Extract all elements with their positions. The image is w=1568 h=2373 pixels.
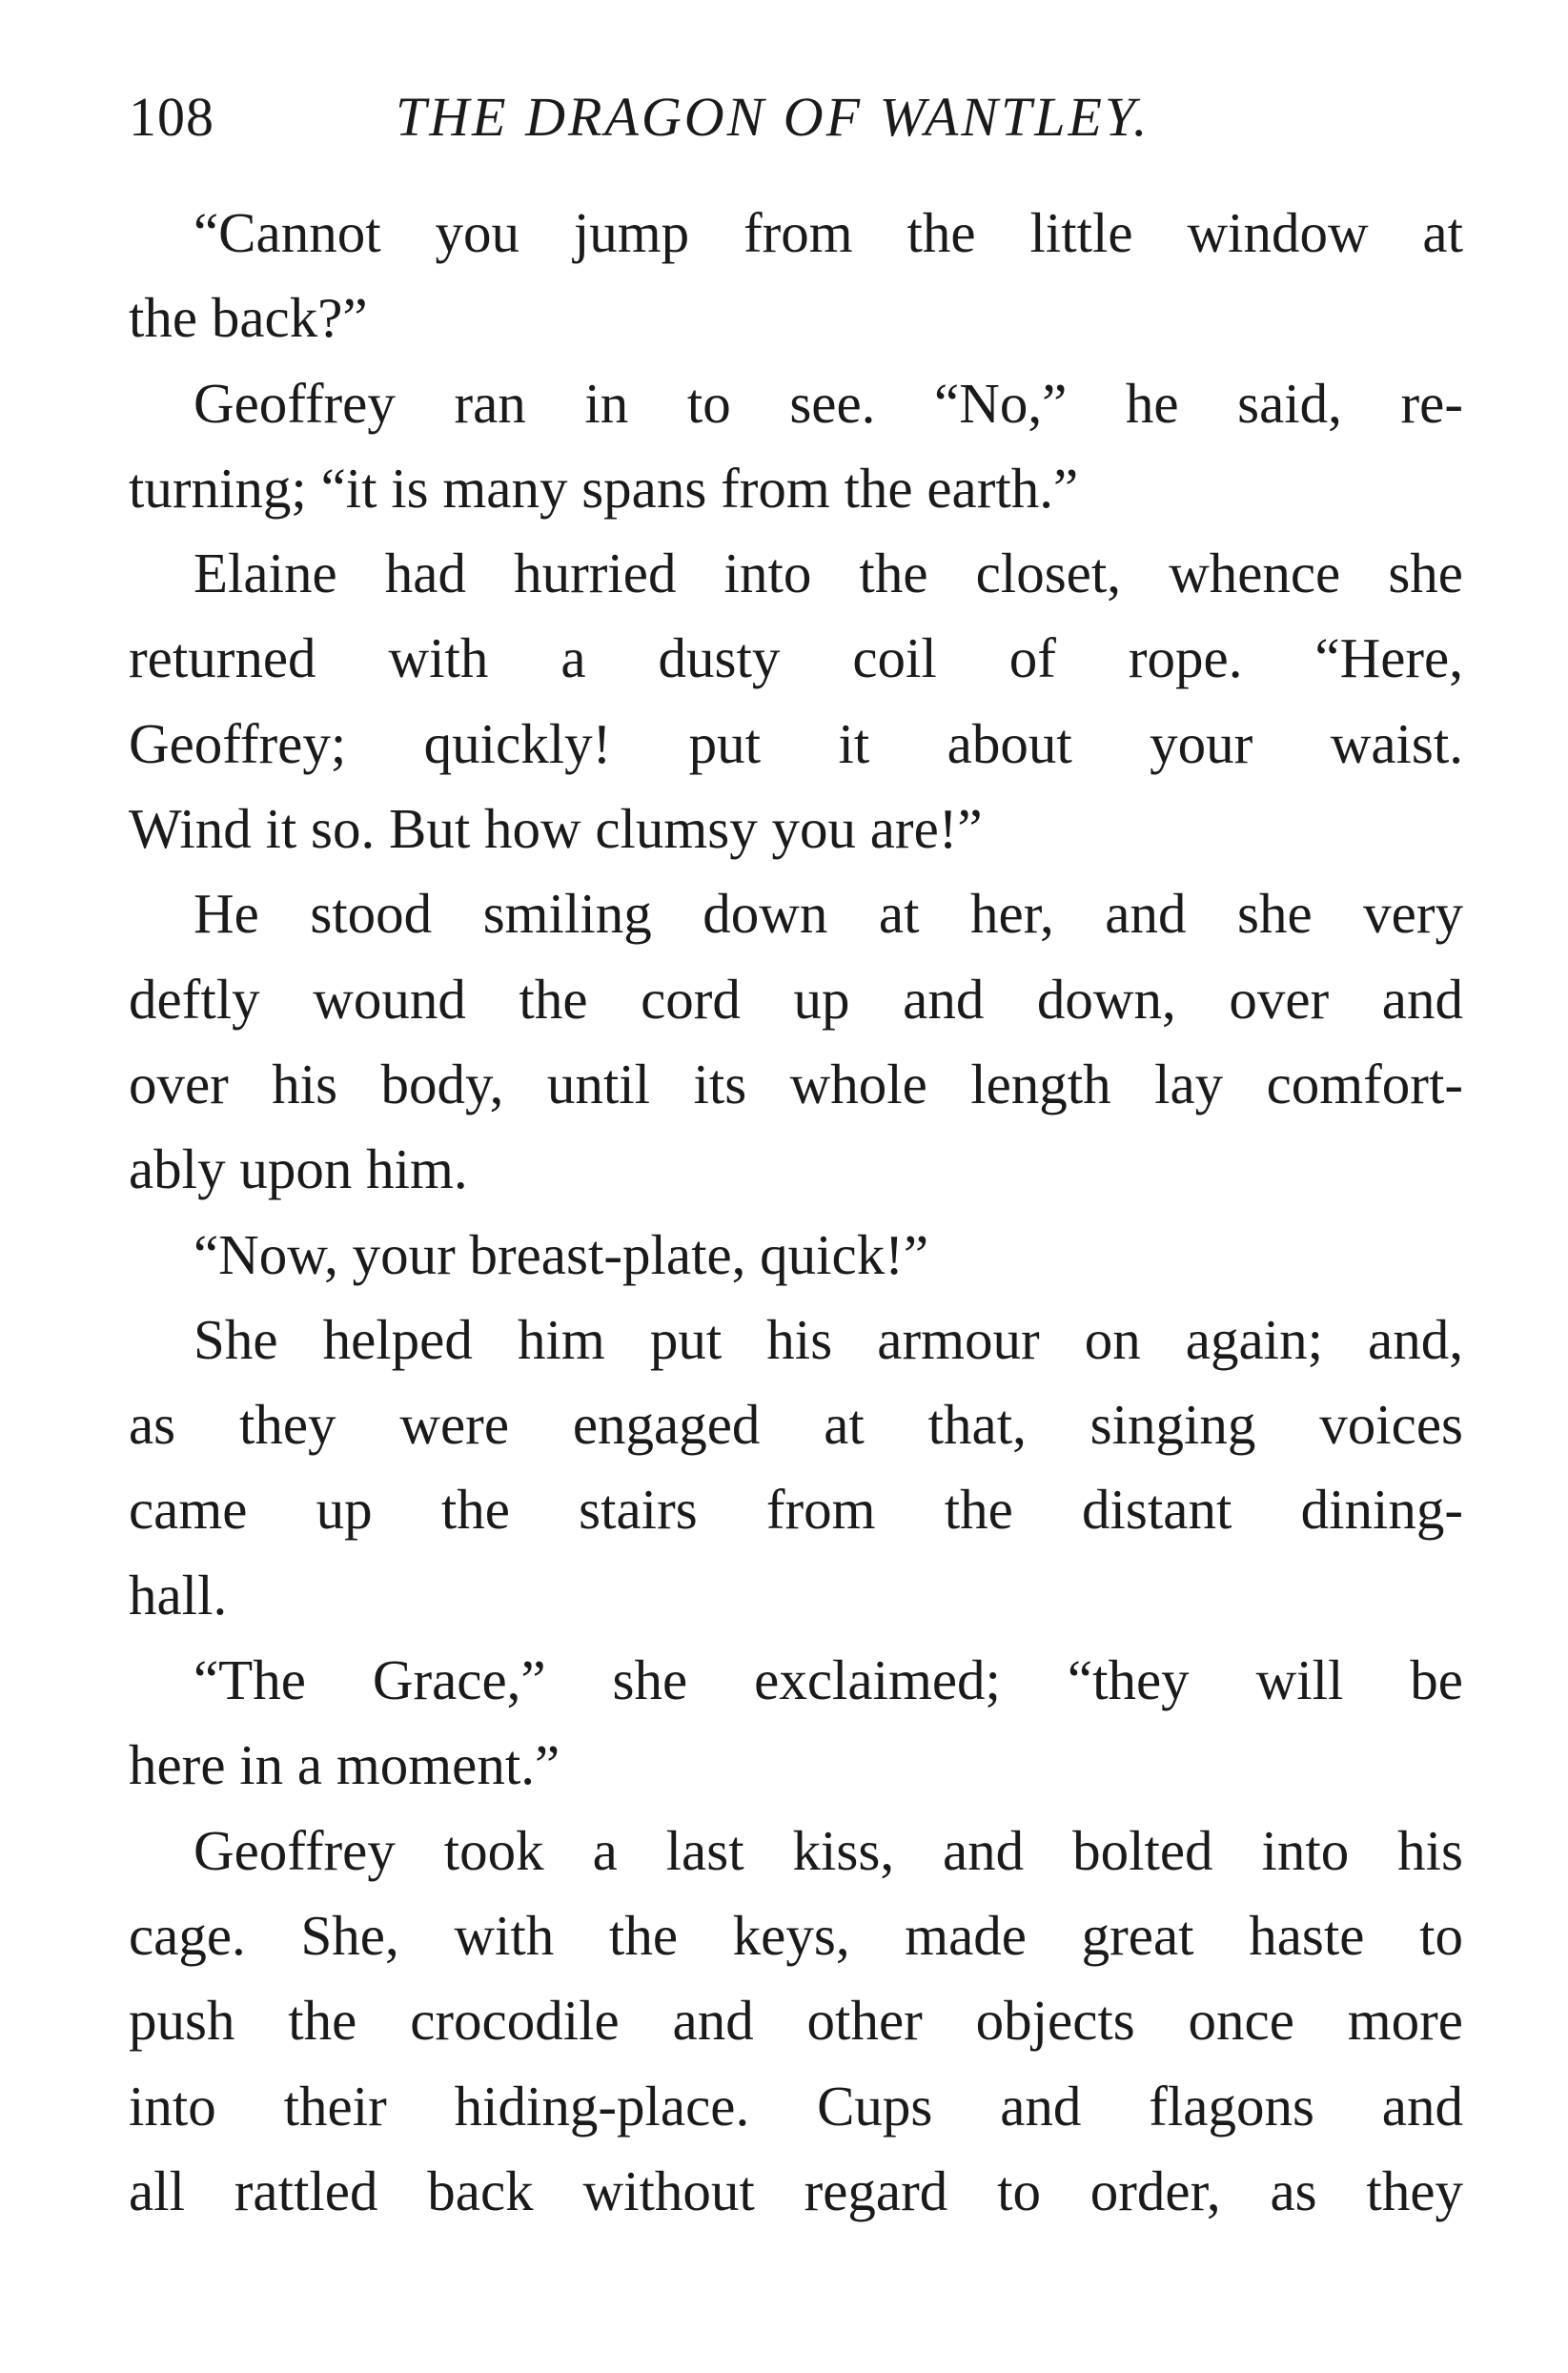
text-line: Elaine had hurried into the closet, whence she xyxy=(193,542,1463,605)
text-line: into their hiding-place. Cups and flagons and xyxy=(129,2074,1463,2138)
text-line: ably upon him. xyxy=(129,1137,468,1201)
text-line: She helped him put his armour on again; and, xyxy=(193,1307,1463,1371)
text-line: Geoffrey took a last kiss, and bolted into his xyxy=(193,1818,1463,1882)
page-header xyxy=(129,84,1463,151)
text-line: the back?” xyxy=(129,286,368,350)
text-line: returned with a dusty coil of rope. “Here, xyxy=(129,626,1463,690)
text-line: turning; “it is many spans from the earth.” xyxy=(129,456,1079,520)
text-line: push the crocodile and other objects once more xyxy=(129,1989,1463,2053)
text-line: He stood smiling down at her, and she very xyxy=(193,882,1463,946)
text-line: here in a moment.” xyxy=(129,1733,560,1797)
text-line: hall. xyxy=(129,1563,228,1626)
text-line: all rattled back without regard to order, as they xyxy=(129,2158,1463,2222)
text-line: “Now, your breast-plate, quick!” xyxy=(193,1222,929,1286)
text-line: Wind it so. But how clumsy you are!” xyxy=(129,797,983,861)
page-number: 108 xyxy=(129,86,214,148)
text-line: Geoffrey ran in to see. “No,” he said, re- xyxy=(193,371,1463,435)
text-line: Geoffrey; quickly! put it about your waist. xyxy=(129,711,1463,775)
text-line: over his body, until its whole length lay comfort- xyxy=(129,1052,1463,1115)
running-title: THE DRAGON OF WANTLEY. xyxy=(396,86,1151,148)
text-line: cage. She, with the keys, made great haste to xyxy=(129,1903,1463,1967)
text-line: as they were engaged at that, singing voices xyxy=(129,1393,1463,1457)
text-line: “The Grace,” she exclaimed; “they will be xyxy=(193,1648,1463,1712)
body-text xyxy=(129,191,1463,2234)
text-line: came up the stairs from the distant dining- xyxy=(129,1478,1463,1542)
text-line: “Cannot you jump from the little window at xyxy=(193,201,1463,264)
text-line: deftly wound the cord up and down, over and xyxy=(129,967,1463,1031)
